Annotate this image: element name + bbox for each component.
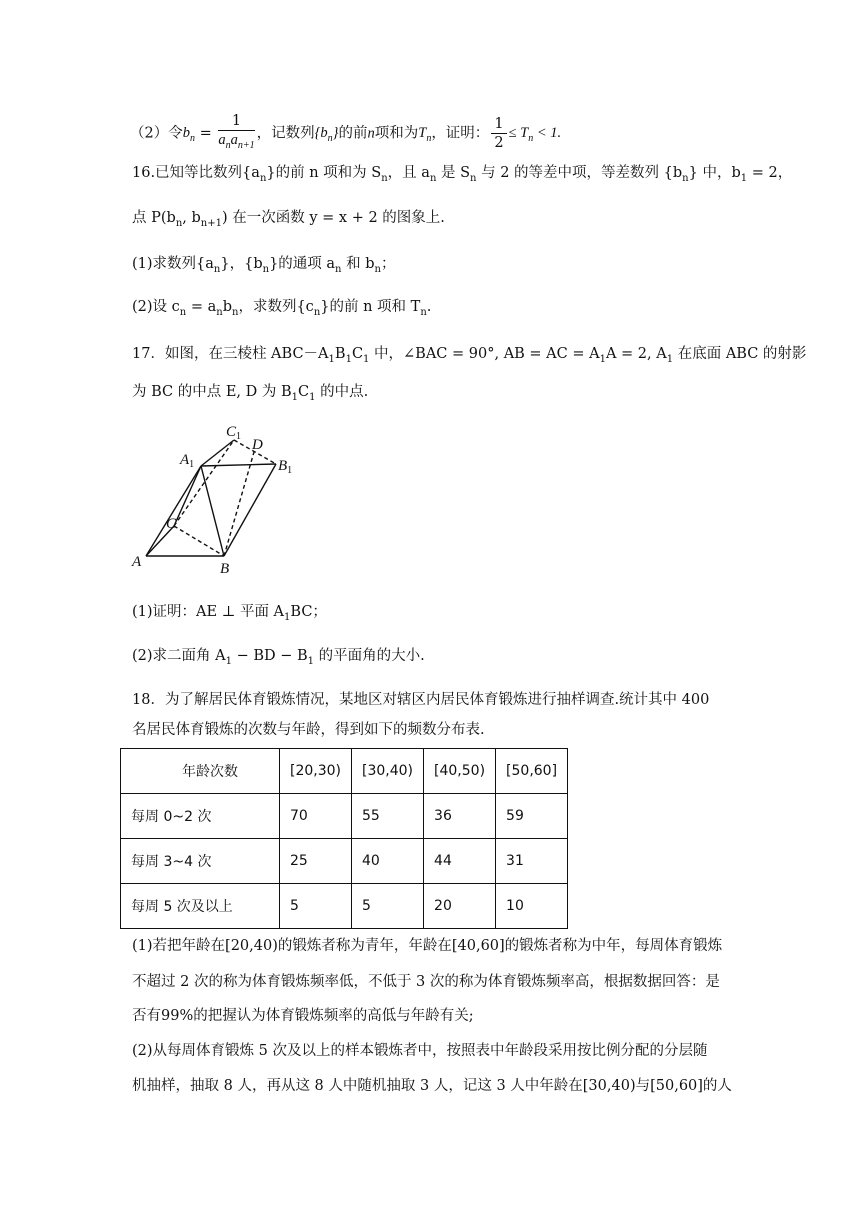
table-row: [121, 884, 568, 929]
q18-part2-line2: 机抽样，抽取 8 人，再从这 8 人中随机抽取 3 人，记这 3 人中年龄在[30,40)与[50,60]的人: [132, 1078, 732, 1094]
q16-sub2: (2)设 $c_n = a_nb_n$，求数列$\{c_n\}$的前 n 项和 $T_n$.: [132, 299, 432, 318]
table-header-cell: [50,60]: [496, 749, 568, 794]
table-row: [121, 794, 568, 839]
q15-frac-den: $a_na_{n+1}$: [218, 132, 255, 151]
table-header-cell: [20,30): [280, 749, 352, 794]
prism-figure: [126, 418, 316, 578]
table-row: [121, 839, 568, 884]
label-A1: $A_1$: [180, 452, 195, 470]
q15-mid3: 项和为: [374, 125, 419, 142]
table-cell: 55: [352, 794, 424, 839]
q15-prefix: （2）令: [130, 125, 183, 142]
q15-ineq: ≤ $T_n < 1$.: [508, 125, 562, 145]
label-C1: $C_1$: [226, 424, 242, 442]
table-cell: 40: [352, 839, 424, 884]
q15-fraction: [218, 112, 254, 155]
q15-half: $\frac{1}{2}$: [491, 115, 506, 152]
q15-seq: $\{b_n\}$: [314, 125, 339, 145]
label-B: B: [220, 561, 230, 577]
table-cell: 31: [496, 839, 568, 884]
q18-part2-line1: (2)从每周体育锻炼 5 次及以上的样本锻炼者中，按照表中年龄段采用按比例分配的分层随: [132, 1043, 708, 1059]
table-cell: 36: [424, 794, 496, 839]
q18-part1-line3: 否有99%的把握认为体育锻炼频率的高低与年龄有关;: [132, 1008, 474, 1024]
label-D: D: [252, 437, 263, 453]
table-header-cell: 年龄次数: [121, 749, 280, 794]
table-cell: 10: [496, 884, 568, 929]
q15-n: n: [367, 125, 375, 142]
q18-part1-line1: (1)若把年龄在[20,40)的锻炼者称为青年，年龄在[40,60]的锻炼者称为中年，每周体育锻炼: [132, 938, 723, 954]
q15-Tn: $T_n$: [418, 125, 432, 145]
table-cell: 每周 5 次及以上: [121, 884, 280, 929]
q15-part2: [130, 112, 561, 155]
edge-BD: [224, 452, 254, 556]
table-cell: 70: [280, 794, 352, 839]
table-cell: 每周 3~4 次: [121, 839, 280, 884]
q17-sub2: (2)求二面角 $A_1$ − BD − $B_1$ 的平面角的大小.: [132, 648, 425, 667]
table-header-row: [121, 749, 568, 794]
table-cell: 5: [280, 884, 352, 929]
q16-sub1: (1)求数列$\{a_n\}$，$\{b_n\}$的通项 $a_n$ 和 $b_n$；: [132, 256, 396, 275]
q17-line1: 17．如图，在三棱柱 $ABC-A_1B_1C_1$ 中，∠BAC = 90°, AB = AC = $A_1A = 2$, $A_1$ 在底面 ABC 的射影: [132, 346, 807, 365]
q15-bn: $b_n$: [182, 125, 195, 145]
q16-line2: 点 $P(b_n$, $b_{n+1}$) 在一次函数 y = x + 2 的图象上.: [132, 210, 445, 229]
edge-A1B: [201, 466, 224, 556]
q18-line1: 18．为了解居民体育锻炼情况，某地区对辖区内居民体育锻炼进行抽样调查.统计其中 400: [132, 692, 710, 708]
table-cell: 44: [424, 839, 496, 884]
q17-line2: 为 BC 的中点 E, D 为 $B_1C_1$ 的中点.: [132, 384, 369, 403]
q15-frac-num: 1: [218, 112, 254, 131]
q16-line1: 16.已知等比数列$\{a_n\}$的前 n 项和为 $S_n$，且 $a_n$ 是 $S_n$ 与 2 的等差中项，等差数列 $\{b_n\}$ 中，$b_1 = 2$，: [132, 165, 793, 184]
q15-eq: =: [194, 125, 217, 142]
q15-mid: ，记数列: [256, 125, 315, 142]
edge-CB: [174, 526, 224, 556]
q17-sub1: (1)证明：AE ⊥ 平面 $A_1BC$；: [132, 604, 327, 623]
edge-A1B1: [201, 464, 276, 466]
label-A: A: [132, 554, 142, 570]
table-cell: 59: [496, 794, 568, 839]
q18-part1-line2: 不超过 2 次的称为体育锻炼频率低，不低于 3 次的称为体育锻炼频率高，根据数据回答：是: [132, 974, 720, 990]
edge-AA1: [146, 466, 201, 556]
q15-mid4: ，证明：: [431, 125, 490, 142]
table-cell: 25: [280, 839, 352, 884]
frequency-table: [120, 748, 568, 929]
edge-BB1: [224, 464, 276, 556]
q18-line2: 名居民体育锻炼的次数与年龄，得到如下的频数分布表.: [132, 722, 485, 738]
q15-mid2: 的前: [338, 125, 368, 142]
table-header-cell: [30,40): [352, 749, 424, 794]
label-C: C: [166, 516, 177, 532]
label-B1: $B_1$: [278, 458, 293, 476]
edge-A1C1: [201, 440, 234, 466]
table-cell: 5: [352, 884, 424, 929]
table-cell: 20: [424, 884, 496, 929]
edge-A1C: [174, 466, 201, 526]
table-header-cell: [40,50): [424, 749, 496, 794]
table-cell: 每周 0~2 次: [121, 794, 280, 839]
